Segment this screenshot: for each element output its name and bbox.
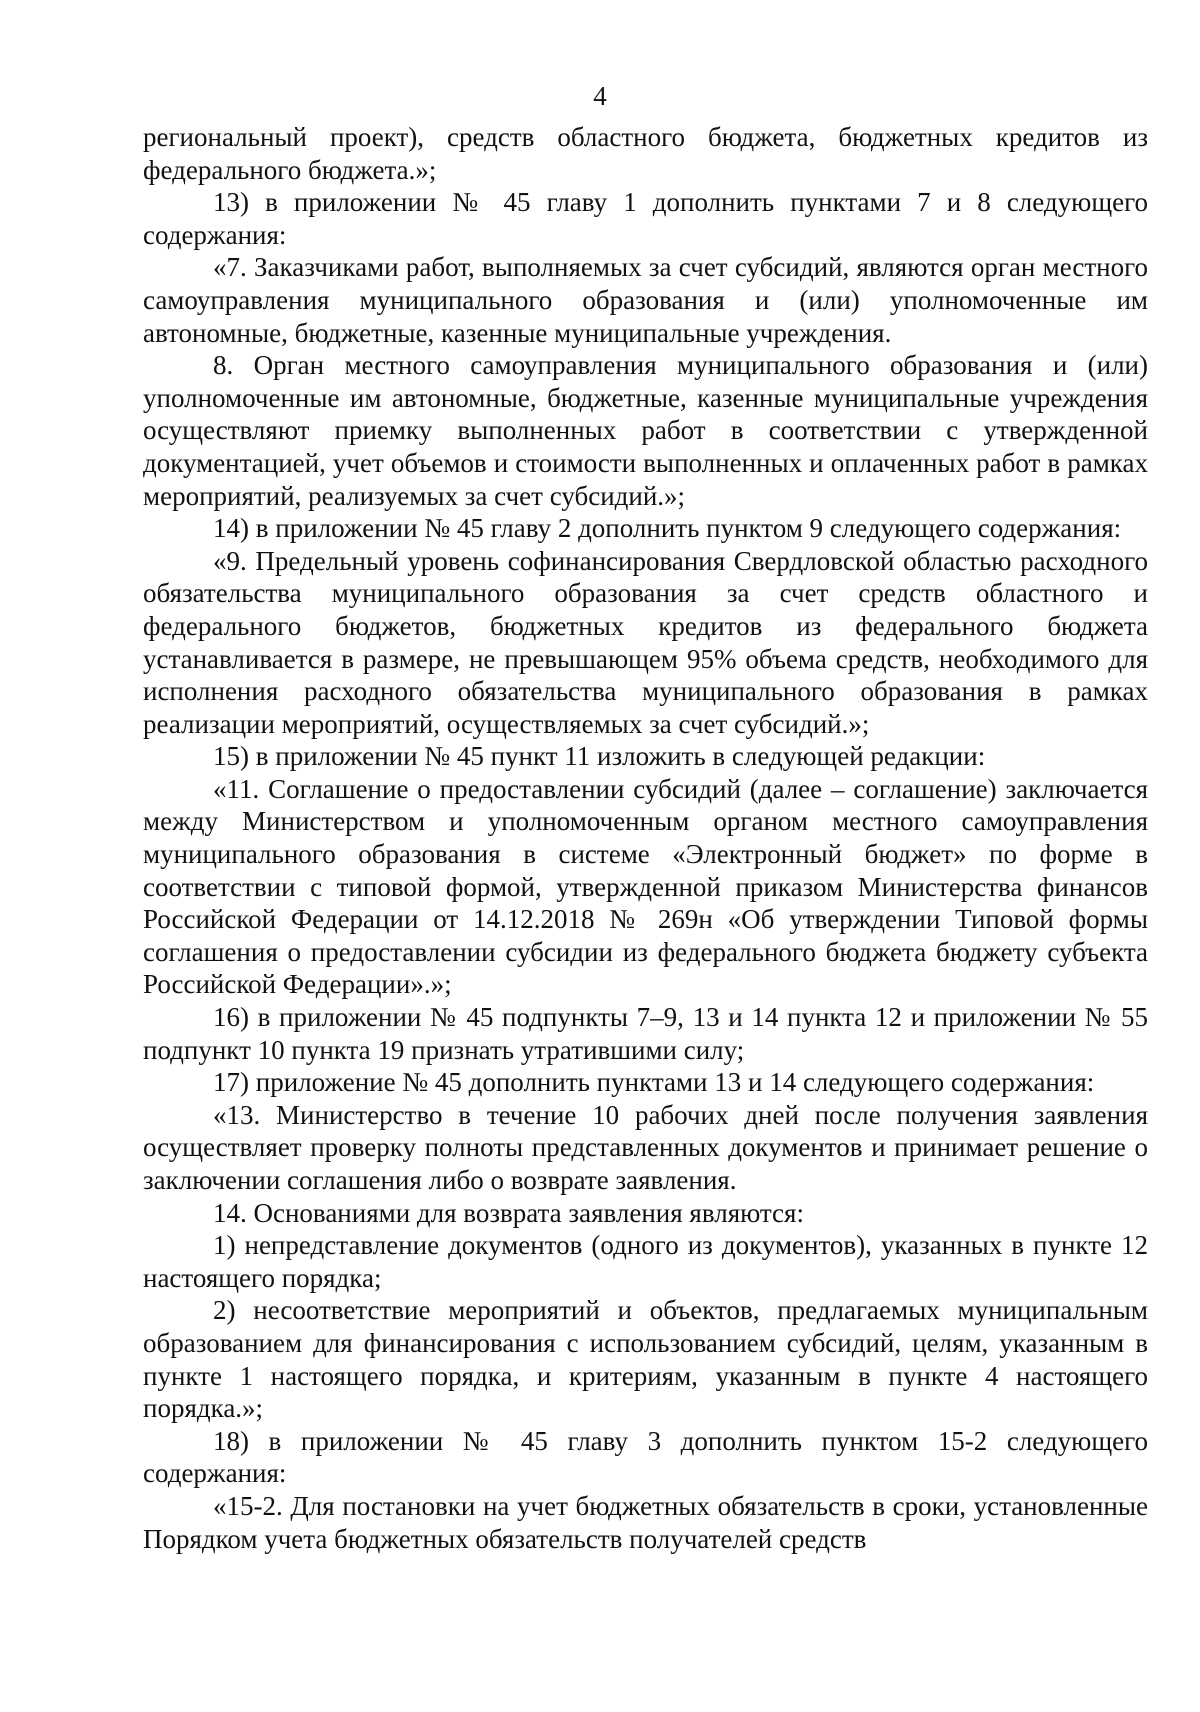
paragraph-12: 14. Основаниями для возврата заявления являются: [213,1197,804,1228]
paragraph-3: «7. Заказчиками работ, выполняемых за счет субсидий, являются орган местного самоуправления муниципального образования и (или) уполномоченные им автономные, бюджетные, казенные муниципальные учреждения. [143,252,1148,348]
page-number: 4 [593,81,607,111]
paragraph-1: региональный проект), средств областного бюджета, бюджетных кредитов из федерального бюджета.»; [143,122,1148,185]
paragraph-13: 1) непредставление документов (одного из документов), указанных в пункте 12 настоящего порядка; [143,1230,1148,1293]
paragraph-6: «9. Предельный уровень софинансирования Свердловской областью расходного обязательства муниципального образования за счет средств областного и федерального бюджетов, бюджетных кредитов из федерального бюджета устанавливается в размере, не превышающем 95% объема средств, необходимого для исполнения расходного обязательства муниципального образования в рамках реализации мероприятий, осуществляемых за счет субсидий.»; [143,545,1148,739]
paragraph-5: 14) в приложении № 45 главу 2 дополнить пунктом 9 следующего содержания: [213,513,1122,544]
paragraph-14: 2) несоответствие мероприятий и объектов, предлагаемых муниципальным образованием для финансирования с использованием субсидий, целям, указанным в пункте 1 настоящего порядка, и критериям, указанным в пункте 4 настоящего порядка.»; [143,1295,1148,1424]
paragraph-10: 17) приложение № 45 дополнить пунктами 13 и 14 следующего содержания: [213,1067,1095,1098]
paragraph-16: «15-2. Для постановки на учет бюджетных обязательств в сроки, установленные Порядком учета бюджетных обязательств получателей средств [143,1490,1148,1554]
paragraph-2: 13) в приложении № 45 главу 1 дополнить пунктами 7 и 8 следующего содержания: [143,187,1148,250]
paragraph-11: «13. Министерство в течение 10 рабочих дней после получения заявления осуществляет проверку полноты представленных документов и принимает решение о заключении соглашения либо о возврате заявления. [143,1099,1148,1195]
paragraph-8: «11. Соглашение о предоставлении субсидий (далее – соглашение) заключается между Министерством и уполномоченным органом местного самоуправления муниципального образования в системе «Электронный бюджет» по форме в соответствии с типовой формой, утвержденной приказом Министерства финансов Российской Федерации от 14.12.2018 № 269н «Об утверждении Типовой формы соглашения о предоставлении субсидии из федерального бюджета бюджету субъекта Российской Федерации».»; [143,773,1148,1000]
paragraph-4: 8. Орган местного самоуправления муниципального образования и (или) уполномоченные им автономные, бюджетные, казенные муниципальные учреждения осуществляют приемку выполненных работ в соответствии с утвержденной документацией, учет объемов и стоимости выполненных и оплаченных работ в рамках мероприятий, реализуемых за счет субсидий.»; [143,350,1148,511]
paragraph-9: 16) в приложении № 45 подпункты 7–9, 13 и 14 пункта 12 и приложении № 55 подпункт 10 пункта 19 признать утратившими силу; [143,1002,1148,1065]
document-body [143,121,1148,1555]
paragraph-7: 15) в приложении № 45 пункт 11 изложить в следующей редакции: [213,741,986,772]
paragraph-15: 18) в приложении № 45 главу 3 дополнить пунктом 15-2 следующего содержания: [143,1425,1148,1489]
